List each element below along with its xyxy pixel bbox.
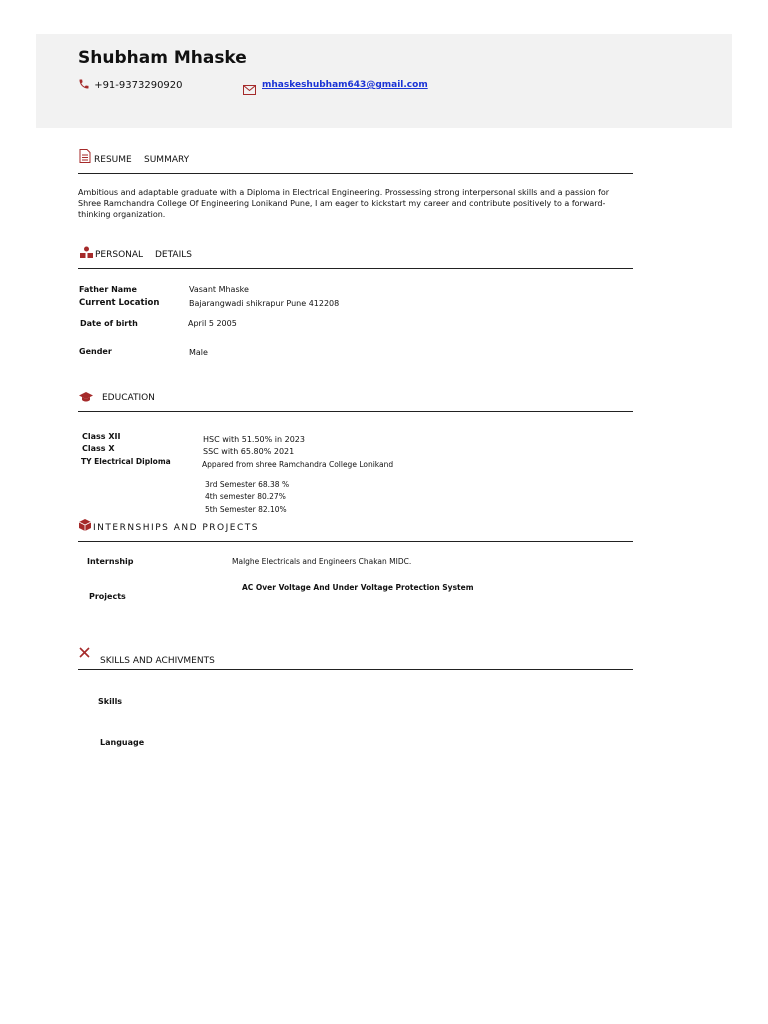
gender-label: Gender xyxy=(79,347,112,356)
father-label: Father Name xyxy=(79,285,137,294)
phone-number: +91-9373290920 xyxy=(94,80,183,91)
summary-title-a: RESUME xyxy=(94,155,132,165)
father-value: Vasant Mhaske xyxy=(189,285,249,294)
phone-icon xyxy=(78,80,94,91)
internships-title: INTERNSHIPS AND PROJECTS xyxy=(93,523,259,533)
diploma-value: Appared from shree Ramchandra College Lonikand xyxy=(202,460,394,469)
ssc-value: SSC with 65.80% 2021 xyxy=(203,447,295,456)
sem5-value: 5th Semester 82.10% xyxy=(205,505,287,514)
mail-icon xyxy=(243,80,256,99)
diploma-label: TY Electrical Diploma xyxy=(81,457,171,466)
box-icon xyxy=(79,516,91,535)
summary-line-1: Ambitious and adaptable graduate with a Diploma in Electrical Engineering. Prossessing strong interpersonal skills and a passion for xyxy=(78,188,610,197)
sem3-value: 3rd Semester 68.38 % xyxy=(205,480,290,489)
summary-line-2: Shree Ramchandra College Of Engineering Lonikand Pune, I am eager to kickstart my career and contribute positively to a forward- xyxy=(78,199,606,208)
location-label: Current Location xyxy=(79,298,160,308)
language-label: Language xyxy=(100,738,145,747)
hsc-value: HSC with 51.50% in 2023 xyxy=(203,435,305,444)
projects-value: AC Over Voltage And Under Voltage Protection System xyxy=(242,583,474,592)
document-icon xyxy=(79,148,91,167)
personal-title-b: DETAILS xyxy=(155,250,192,260)
skills-label: Skills xyxy=(98,697,123,706)
graduation-cap-icon xyxy=(79,387,93,406)
projects-label: Projects xyxy=(89,592,126,601)
sem4-value: 4th semester 80.27% xyxy=(205,492,286,501)
education-divider xyxy=(78,411,633,412)
summary-divider xyxy=(78,173,633,174)
summary-line-3: thinking organization. xyxy=(78,210,166,219)
class10-label: Class X xyxy=(82,444,115,453)
gender-value: Male xyxy=(189,348,208,357)
tools-icon xyxy=(79,643,90,662)
class12-label: Class XII xyxy=(82,432,121,441)
internship-value: Malghe Electricals and Engineers Chakan MIDC. xyxy=(232,557,412,566)
personal-title-a: PERSONAL xyxy=(95,250,144,260)
phone-row xyxy=(78,78,183,91)
internship-label: Internship xyxy=(87,557,134,566)
people-icon xyxy=(80,243,93,262)
skills-divider xyxy=(78,669,633,670)
internships-divider xyxy=(78,541,633,542)
location-value: Bajarangwadi shikrapur Pune 412208 xyxy=(189,299,340,308)
dob-value: April 5 2005 xyxy=(188,319,237,328)
personal-divider xyxy=(78,268,633,269)
education-title: EDUCATION xyxy=(102,393,155,403)
email-link[interactable]: mhaskeshubham643@gmail.com xyxy=(262,80,428,90)
candidate-name: Shubham Mhaske xyxy=(78,48,247,68)
summary-title-b: SUMMARY xyxy=(144,155,190,165)
dob-label: Date of birth xyxy=(80,319,138,328)
skills-title: SKILLS AND ACHIVMENTS xyxy=(100,656,215,666)
